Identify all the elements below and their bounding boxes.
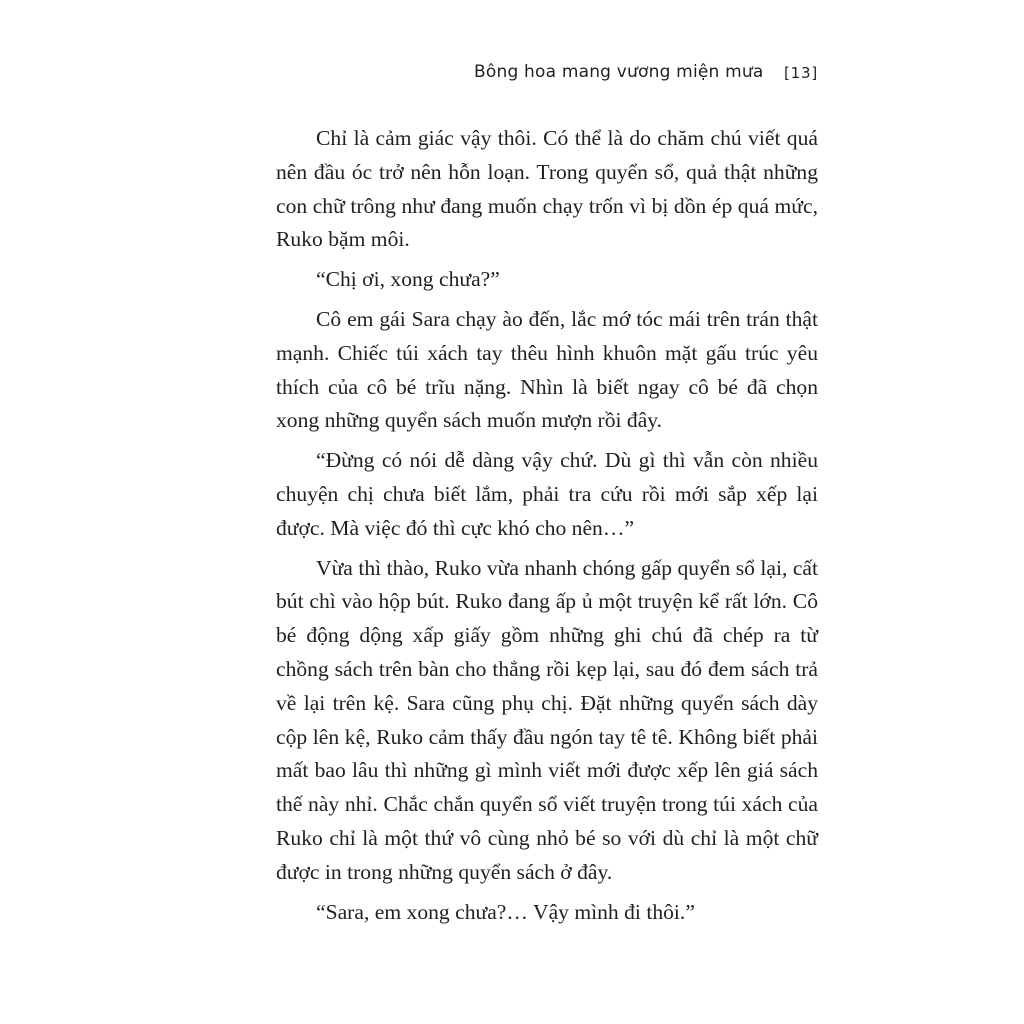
page-number: [13] [784,64,818,82]
body-text [276,122,818,935]
paragraph: “Chị ơi, xong chưa?” [316,267,500,292]
paragraph: “Sara, em xong chưa?… Vậy mình đi thôi.” [316,899,695,924]
paragraph: Vừa thì thào, Ruko vừa nhanh chóng gấp quyển sổ lại, cất bút chì vào hộp bút. Ruko đang ấp ủ một truyện kể rất lớn. Cô bé động dộng xấp giấy gồm những ghi chú đã chép ra từ chồng sách trên bàn cho thẳng rồi kẹp lại, sau đó đem sách trả về lại trên kệ. Sara cũng phụ chị. Đặt những quyển sách dày cộp lên kệ, Ruko cảm thấy đầu ngón tay tê tê. Không biết phải mất bao lâu thì những gì mình viết mới được xếp lên giá sách thế này nhỉ. Chắc chắn quyển sổ viết truyện trong túi xách của Ruko chỉ là một thứ vô cùng nhỏ bé so với dù chỉ là một chữ được in trong những quyển sách ở đây. [276,555,818,884]
paragraph: Cô em gái Sara chạy ào đến, lắc mớ tóc mái trên trán thật mạnh. Chiếc túi xách tay thêu hình khuôn mặt gấu trúc yêu thích của cô bé trĩu nặng. Nhìn là biết ngay cô bé đã chọn xong những quyển sách muốn mượn rồi đây. [276,306,818,433]
paragraph: Chỉ là cảm giác vậy thôi. Có thể là do chăm chú viết quá nên đầu óc trở nên hỗn loạn. Trong quyển sổ, quả thật những con chữ trông như đang muốn chạy trốn vì bị dồn ép quá mức, Ruko bặm môi. [276,126,818,252]
running-title: Bông hoa mang vương miện mưa [474,62,764,82]
running-header [276,62,818,92]
paragraph: “Đừng có nói dễ dàng vậy chứ. Dù gì thì vẫn còn nhiều chuyện chị chưa biết lắm, phải tra cứu rồi mới sắp xếp lại được. Mà việc đó thì cực khó cho nên…” [276,448,818,540]
